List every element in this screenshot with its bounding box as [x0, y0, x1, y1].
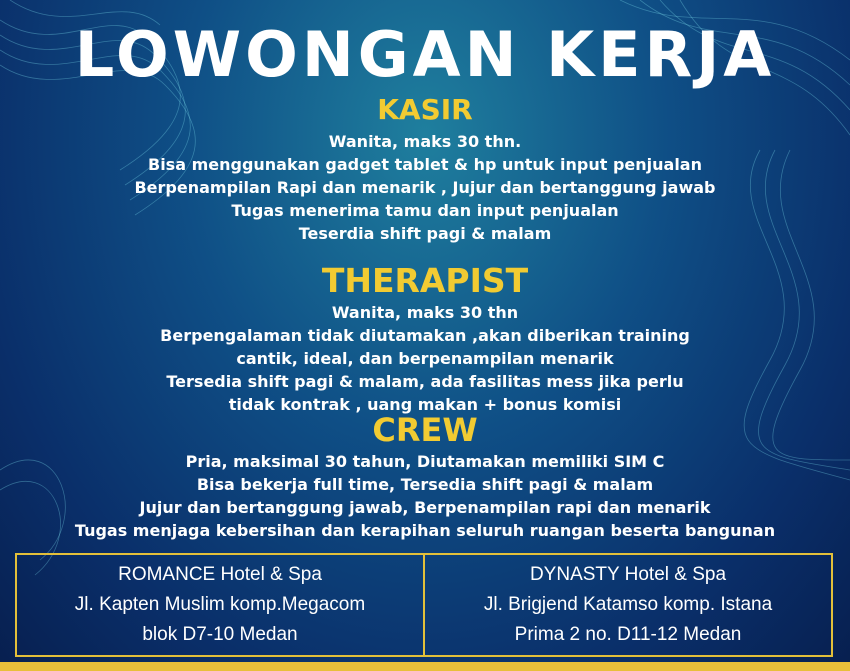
crew-requirement: Pria, maksimal 30 tahun, Diutamakan memiliki SIM C	[185, 452, 665, 471]
address-line: Jl. Brigjend Katamso komp. Istana	[483, 594, 773, 615]
therapist-heading: THERAPIST	[321, 261, 529, 300]
kasir-requirement: Bisa menggunakan gadget tablet & hp untuk input penjualan	[148, 155, 702, 174]
therapist-requirement: tidak kontrak , uang makan + bonus komisi	[228, 395, 622, 414]
address-line: ROMANCE Hotel & Spa	[118, 564, 322, 585]
address-line: blok D7-10 Medan	[142, 624, 298, 645]
kasir-heading: KASIR	[377, 93, 473, 126]
section-therapist	[0, 261, 850, 416]
kasir-requirement: Wanita, maks 30 thn.	[328, 132, 522, 151]
crew-heading: CREW	[372, 411, 478, 449]
bottom-accent-bar	[0, 662, 850, 671]
address-line: DYNASTY Hotel & Spa	[529, 564, 727, 585]
page-title: LOWONGAN KERJA	[74, 18, 776, 91]
kasir-requirement: Teserdia shift pagi & malam	[298, 224, 552, 243]
crew-requirement: Jujur dan bertanggung jawab, Berpenampilan rapi dan menarik	[139, 498, 711, 517]
section-crew	[0, 411, 850, 542]
kasir-requirement: Tugas menerima tamu dan input penjualan	[231, 201, 619, 220]
therapist-requirement: Tersedia shift pagi & malam, ada fasilitas mess jika perlu	[166, 372, 684, 391]
crew-requirement: Bisa bekerja full time, Tersedia shift pagi & malam	[196, 475, 654, 494]
crew-requirement: Tugas menjaga kebersihan dan kerapihan seluruh ruangan beserta bangunan	[74, 521, 776, 540]
address-romance	[17, 555, 425, 655]
section-kasir	[0, 93, 850, 245]
kasir-requirement: Berpenampilan Rapi dan menarik , Jujur dan bertanggung jawab	[134, 178, 716, 197]
therapist-requirement: Berpengalaman tidak diutamakan ,akan diberikan training	[160, 326, 690, 345]
address-line: Jl. Kapten Muslim komp.Megacom	[74, 594, 366, 615]
therapist-requirement: Wanita, maks 30 thn	[331, 303, 519, 322]
therapist-requirement: cantik, ideal, dan berpenampilan menarik	[236, 349, 614, 368]
address-line: Prima 2 no. D11-12 Medan	[514, 624, 742, 645]
address-dynasty	[425, 555, 831, 655]
address-box	[15, 553, 833, 657]
